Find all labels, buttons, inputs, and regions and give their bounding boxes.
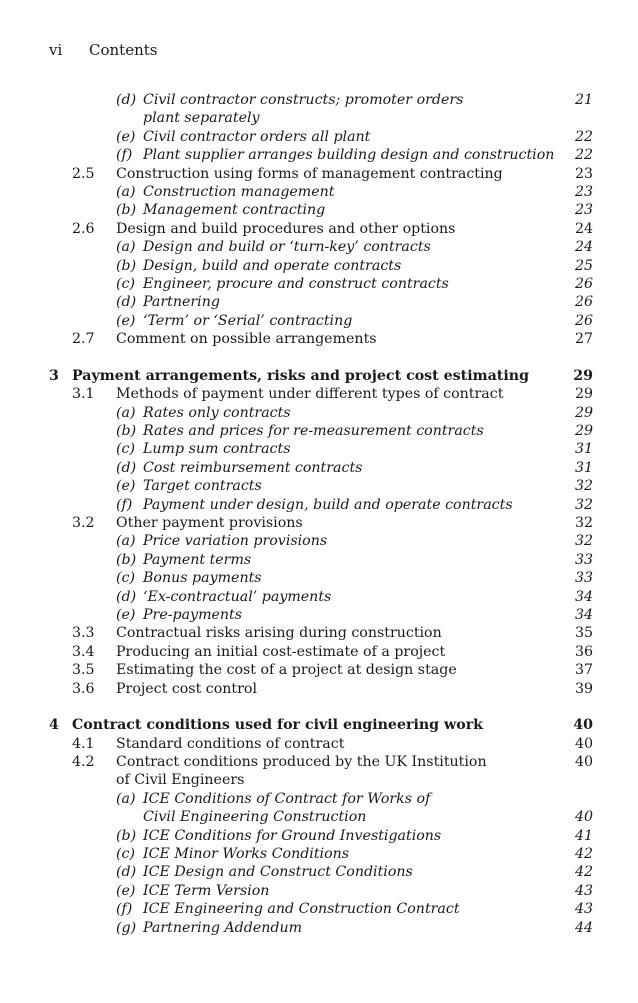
subsection-letter: (e) [116, 478, 136, 495]
page-number: 31 [574, 459, 593, 476]
page-number: 23 [574, 165, 593, 182]
subsection-title: Payment under design, build and operate contracts [143, 496, 513, 513]
page-number: 34 [574, 606, 593, 623]
page-number: 23 [574, 202, 593, 219]
subsection-title: Payment terms [143, 551, 252, 568]
page-number: 22 [574, 147, 593, 164]
subsection-letter: (a) [116, 183, 136, 200]
toc-subsection-entry [0, 882, 638, 900]
page-number: 40 [573, 717, 593, 734]
toc-subsection-entry [0, 238, 638, 256]
page-number: 34 [574, 588, 593, 605]
toc-subsection-entry [0, 257, 638, 275]
page-number: 22 [574, 128, 593, 145]
section-number: 2.7 [72, 331, 95, 348]
subsection-letter: (d) [116, 294, 137, 311]
toc-section-entry [0, 643, 638, 661]
subsection-title: Design and build or ‘turn-key’ contracts [143, 239, 431, 256]
subsection-letter: (c) [116, 275, 136, 292]
page-number: 32 [574, 533, 593, 550]
subsection-title: Partnering [143, 294, 220, 311]
subsection-title: Target contracts [143, 478, 262, 495]
subsection-title: ICE Engineering and Construction Contract [143, 901, 460, 918]
subsection-letter: (b) [116, 257, 137, 274]
page-number: 40 [574, 809, 593, 826]
page-number: 32 [574, 496, 593, 513]
section-title: Other payment provisions [116, 514, 303, 531]
subsection-letter: (f) [116, 496, 133, 513]
subsection-title: Price variation provisions [143, 533, 328, 550]
subsection-letter: (d) [116, 864, 137, 881]
page-number: 42 [574, 846, 593, 863]
toc-subsection-entry [0, 863, 638, 881]
section-number: 3.4 [72, 643, 95, 660]
chapter-number: 3 [49, 367, 59, 384]
toc-subsection-entry [0, 404, 638, 422]
page-number: 33 [574, 551, 593, 568]
toc-subsection-entry [0, 919, 638, 937]
subsection-letter: (g) [116, 919, 137, 936]
subsection-title: Civil contractor constructs; promoter orders [143, 92, 464, 108]
subsection-letter: (d) [116, 92, 137, 108]
page-number: 35 [574, 625, 593, 642]
toc-section-entry [0, 735, 638, 753]
toc-subsection-entry [0, 606, 638, 624]
toc-subsection-continuation [0, 808, 638, 826]
toc-subsection-entry [0, 900, 638, 918]
subsection-title-continued: plant separately [143, 110, 260, 127]
toc-chapter-entry [0, 716, 638, 734]
subsection-letter: (f) [116, 147, 133, 164]
subsection-letter: (b) [116, 423, 137, 440]
subsection-title: Plant supplier arranges building design and construction [143, 147, 555, 164]
section-title: Methods of payment under different types of contract [116, 386, 504, 403]
page-number: 37 [574, 662, 593, 679]
toc-subsection-entry [0, 496, 638, 514]
section-number: 3.5 [72, 662, 95, 679]
section-title: Comment on possible arrangements [116, 331, 377, 348]
subsection-title: Management contracting [143, 202, 326, 219]
subsection-title: Bonus payments [143, 570, 262, 587]
chapter-title: Contract conditions used for civil engineering work [72, 717, 483, 734]
toc-gap [0, 698, 638, 716]
subsection-letter: (c) [116, 846, 136, 863]
toc-subsection-entry [0, 440, 638, 458]
subsection-letter: (b) [116, 551, 137, 568]
page-number: 29 [574, 404, 593, 421]
page-number: 24 [574, 220, 593, 237]
page-number: 31 [574, 441, 593, 458]
subsection-title: Partnering Addendum [143, 919, 303, 936]
page-number: 29 [574, 386, 593, 403]
toc-subsection-entry [0, 201, 638, 219]
subsection-letter: (a) [116, 790, 136, 807]
page-number: 26 [574, 312, 593, 329]
subsection-letter: (d) [116, 459, 137, 476]
section-title: Producing an initial cost-estimate of a project [116, 643, 446, 660]
toc-section-entry [0, 514, 638, 532]
page-number: 33 [574, 570, 593, 587]
page-number: 23 [574, 183, 593, 200]
page-number: 29 [574, 423, 593, 440]
toc-section-entry [0, 753, 638, 771]
toc-subsection-entry [0, 183, 638, 201]
running-header [49, 41, 157, 59]
toc-section-entry [0, 220, 638, 238]
subsection-letter: (f) [116, 901, 133, 918]
page-number: 27 [574, 331, 593, 348]
subsection-title: ICE Conditions for Ground Investigations [143, 827, 442, 844]
section-number: 3.3 [72, 625, 95, 642]
subsection-title: ‘Ex-contractual’ payments [143, 588, 332, 605]
subsection-letter: (c) [116, 441, 136, 458]
page-number: 43 [574, 882, 593, 899]
toc-subsection-entry [0, 312, 638, 330]
toc-subsection-entry [0, 588, 638, 606]
subsection-letter: (e) [116, 882, 136, 899]
toc-chapter-entry [0, 367, 638, 385]
subsection-title: ‘Term’ or ‘Serial’ contracting [143, 312, 353, 329]
subsection-letter: (e) [116, 312, 136, 329]
toc-subsection-continuation [0, 109, 638, 127]
table-of-contents [0, 91, 638, 937]
toc-subsection-entry [0, 91, 638, 109]
chapter-title: Payment arrangements, risks and project cost estimating [72, 367, 529, 384]
section-title: Contractual risks arising during construction [116, 625, 442, 642]
section-number: 2.6 [72, 220, 95, 237]
toc-subsection-entry [0, 128, 638, 146]
subsection-letter: (e) [116, 128, 136, 145]
toc-subsection-entry [0, 790, 638, 808]
toc-subsection-entry [0, 477, 638, 495]
page-number: 40 [574, 735, 593, 752]
section-title: Construction using forms of management contracting [116, 165, 503, 182]
toc-section-continuation [0, 771, 638, 789]
section-title: Contract conditions produced by the UK Institution [116, 754, 487, 771]
toc-section-entry [0, 385, 638, 403]
page-number: 42 [574, 864, 593, 881]
chapter-number: 4 [49, 717, 59, 734]
page-number: 39 [574, 680, 593, 697]
section-number: 4.1 [72, 735, 95, 752]
toc-section-entry [0, 661, 638, 679]
subsection-title: ICE Design and Construct Conditions [143, 864, 413, 881]
subsection-title-continued: Civil Engineering Construction [143, 809, 367, 826]
subsection-letter: (b) [116, 202, 137, 219]
toc-subsection-entry [0, 551, 638, 569]
subsection-letter: (d) [116, 588, 137, 605]
toc-section-entry [0, 680, 638, 698]
toc-subsection-entry [0, 293, 638, 311]
subsection-letter: (b) [116, 827, 137, 844]
subsection-title: Cost reimbursement contracts [143, 459, 363, 476]
subsection-letter: (c) [116, 570, 136, 587]
subsection-letter: (a) [116, 404, 136, 421]
subsection-title: Rates and prices for re-measurement contracts [143, 423, 484, 440]
toc-gap [0, 348, 638, 366]
page-number: 43 [574, 901, 593, 918]
subsection-title: ICE Term Version [143, 882, 270, 899]
section-number: 3.2 [72, 514, 95, 531]
page-number: 32 [574, 514, 593, 531]
subsection-title: Lump sum contracts [143, 441, 291, 458]
subsection-title: Design, build and operate contracts [143, 257, 402, 274]
subsection-title: Rates only contracts [143, 404, 291, 421]
subsection-title: Pre-payments [143, 606, 243, 623]
toc-subsection-entry [0, 275, 638, 293]
subsection-title: Civil contractor orders all plant [143, 128, 371, 145]
toc-section-entry [0, 165, 638, 183]
page-number: 24 [574, 239, 593, 256]
header-title: Contents [89, 41, 158, 59]
subsection-title: ICE Minor Works Conditions [143, 846, 350, 863]
section-number: 4.2 [72, 754, 95, 771]
page-number: 36 [574, 643, 593, 660]
subsection-letter: (e) [116, 606, 136, 623]
subsection-title: ICE Conditions of Contract for Works of [143, 790, 431, 807]
section-number: 3.1 [72, 386, 95, 403]
section-title: Design and build procedures and other options [116, 220, 456, 237]
subsection-letter: (a) [116, 533, 136, 550]
subsection-title: Construction management [143, 183, 335, 200]
page-number: 41 [574, 827, 593, 844]
subsection-title: Engineer, procure and construct contracts [143, 275, 449, 292]
subsection-letter: (a) [116, 239, 136, 256]
section-number: 3.6 [72, 680, 95, 697]
page-number: 29 [573, 367, 593, 384]
page-number: 40 [574, 754, 593, 771]
section-title: Estimating the cost of a project at design stage [116, 662, 457, 679]
page-number: 21 [574, 92, 593, 108]
section-title: Standard conditions of contract [116, 735, 345, 752]
section-title: Project cost control [116, 680, 257, 697]
toc-subsection-entry [0, 827, 638, 845]
toc-section-entry [0, 330, 638, 348]
toc-subsection-entry [0, 532, 638, 550]
page-number: 26 [574, 294, 593, 311]
page-number: 44 [574, 919, 593, 936]
section-title-continued: of Civil Engineers [116, 772, 245, 789]
page-number: 26 [574, 275, 593, 292]
toc-subsection-entry [0, 569, 638, 587]
toc-subsection-entry [0, 422, 638, 440]
toc-subsection-entry [0, 146, 638, 164]
page-number: 32 [574, 478, 593, 495]
toc-subsection-entry [0, 845, 638, 863]
toc-section-entry [0, 624, 638, 642]
header-page-number: vi [49, 41, 63, 59]
section-number: 2.5 [72, 165, 95, 182]
page-number: 25 [574, 257, 593, 274]
toc-subsection-entry [0, 459, 638, 477]
